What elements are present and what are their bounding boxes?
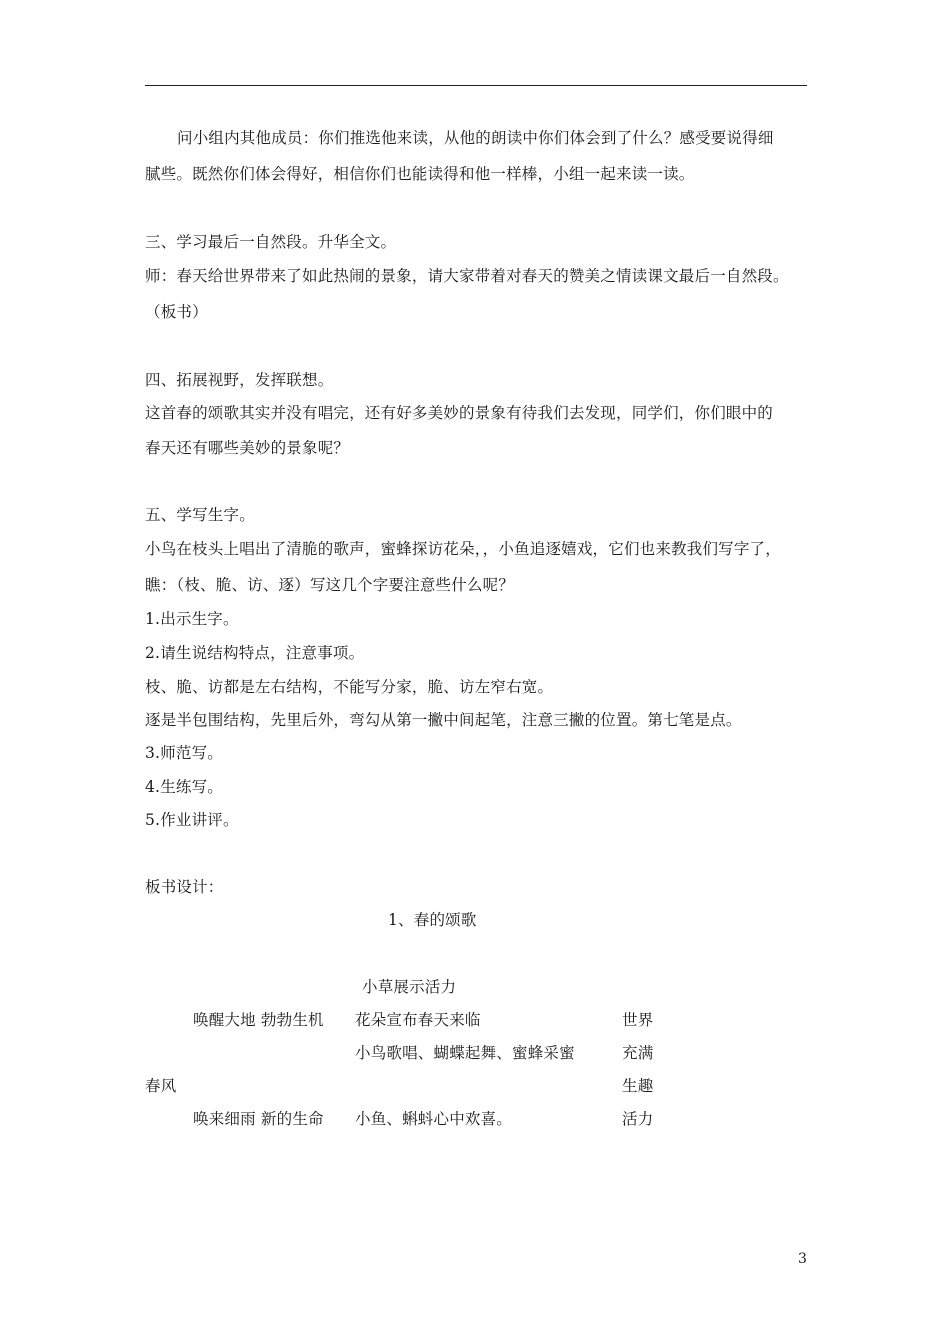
paragraph-line: 逐是半包围结构，先里后外，弯勾从第一撇中间起笔，注意三撇的位置。第七笔是点。 — [145, 711, 742, 729]
paragraph-line: 问小组内其他成员：你们推选他来读，从他的朗读中你们体会到了什么？感受要说得细 — [177, 129, 774, 147]
board-cell: 唤醒大地 勃勃生机 — [193, 1011, 324, 1029]
board-label: 板书设计： — [145, 878, 224, 896]
board-cell: 世界 — [622, 1011, 654, 1029]
paragraph-line: 瞧：（枝、脆、访、逐）写这几个字要注意些什么呢？ — [145, 576, 515, 594]
board-cell: 活力 — [622, 1110, 654, 1128]
board-cell: 小鱼、蝌蚪心中欢喜。 — [355, 1110, 513, 1128]
board-cell: 春风 — [145, 1077, 177, 1095]
list-item: 5.作业讲评。 — [145, 811, 239, 829]
board-cell: 充满 — [622, 1044, 654, 1062]
section-heading: 三、学习最后一自然段。升华全文。 — [145, 233, 397, 251]
list-item: 2.请生说结构特点，注意事项。 — [145, 644, 365, 662]
paragraph-line: 小鸟在枝头上唱出了清脆的歌声，蜜蜂探访花朵，，小鱼追逐嬉戏，它们也来教我们写字了， — [145, 540, 781, 558]
paragraph-line: （板书） — [145, 303, 208, 321]
paragraph-line: 枝、脆、访都是左右结构，不能写分家，脆、访左窄右宽。 — [145, 678, 554, 696]
list-item: 1.出示生字。 — [145, 610, 239, 628]
board-cell: 花朵宣布春天来临 — [355, 1011, 481, 1029]
paragraph-line: 腻些。既然你们体会得好，相信你们也能读得和他一样棒，小组一起来读一读。 — [145, 165, 695, 183]
board-cell: 小草展示活力 — [362, 978, 457, 996]
section-heading: 四、拓展视野，发挥联想。 — [145, 371, 334, 389]
board-cell: 小鸟歌唱、蝴蝶起舞、蜜蜂采蜜 — [355, 1044, 575, 1062]
list-item: 3.师范写。 — [145, 744, 223, 762]
paragraph-line: 师：春天给世界带来了如此热闹的景象，请大家带着对春天的赞美之情读课文最后一自然段。 — [145, 267, 789, 285]
board-cell: 唤来细雨 新的生命 — [193, 1110, 324, 1128]
page-number: 3 — [798, 1251, 807, 1267]
board-title: 1、春的颂歌 — [388, 911, 477, 929]
paragraph-line: 这首春的颂歌其实并没有唱完，还有好多美妙的景象有待我们去发现，同学们，你们眼中的 — [145, 404, 774, 422]
paragraph-line: 春天还有哪些美妙的景象呢？ — [145, 439, 350, 457]
board-cell: 生趣 — [622, 1077, 654, 1095]
header-rule — [145, 85, 807, 86]
list-item: 4.生练写。 — [145, 778, 223, 796]
section-heading: 五、学写生字。 — [145, 506, 255, 524]
